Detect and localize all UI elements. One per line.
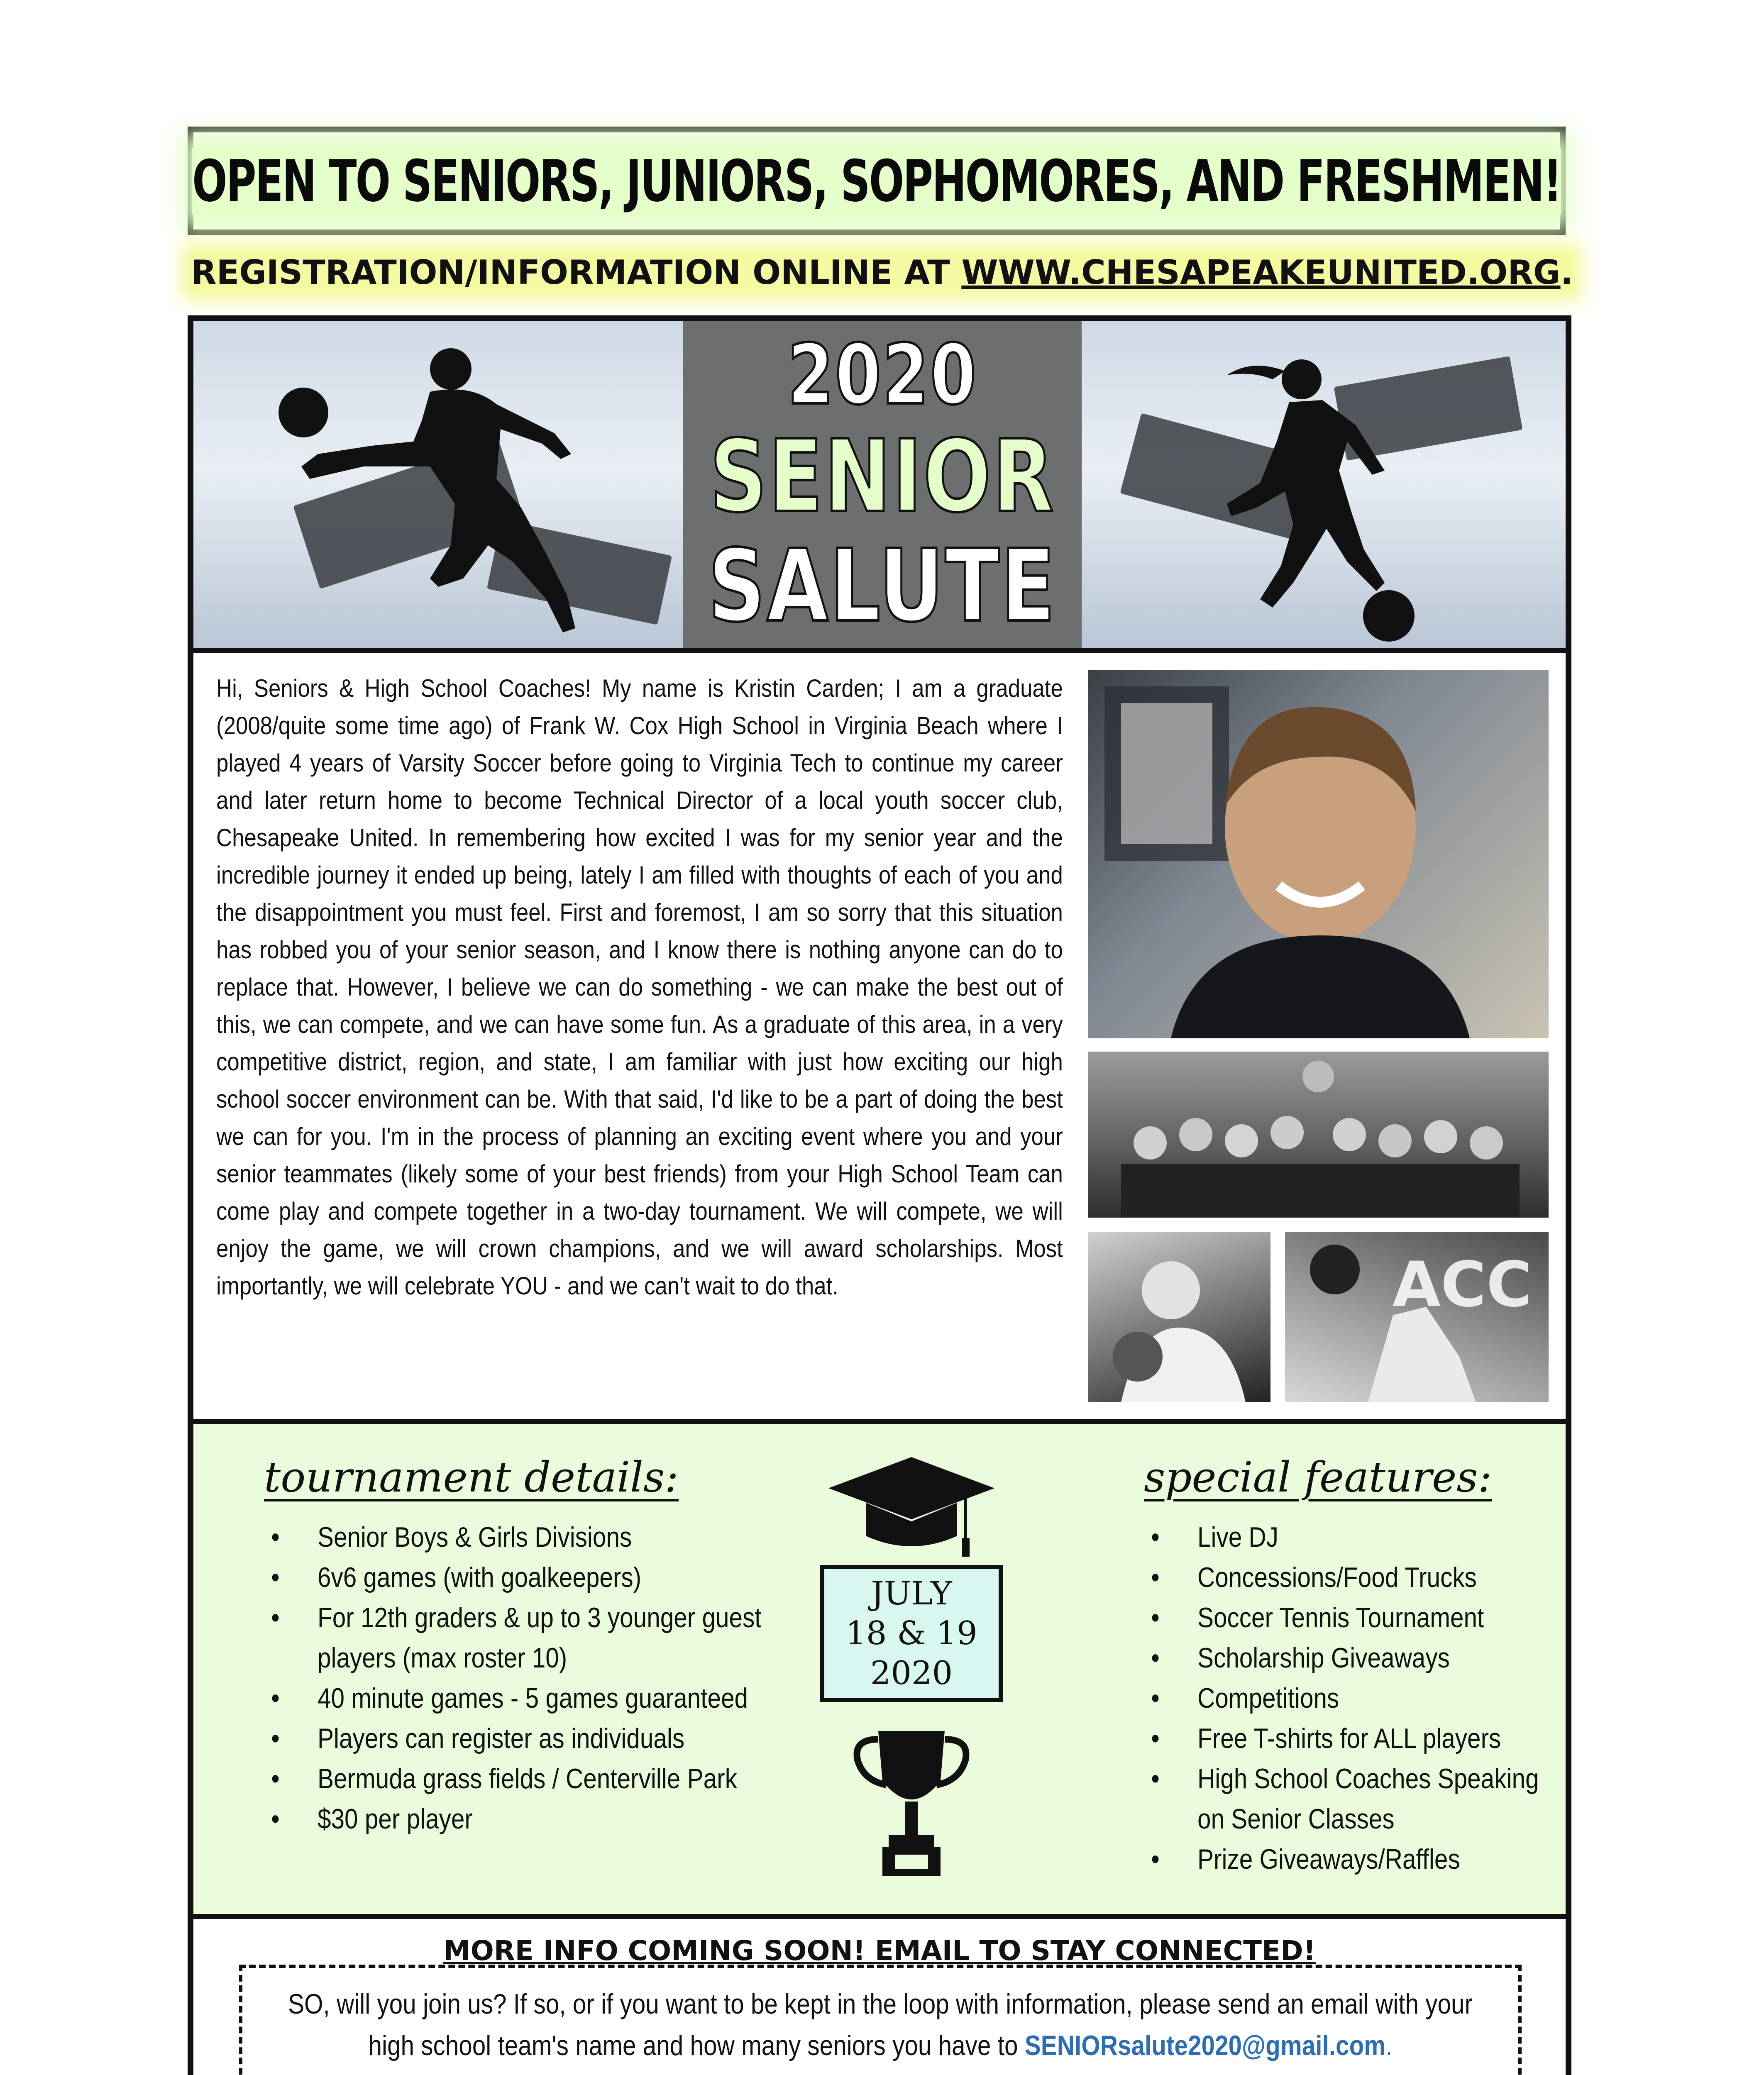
soccer-player-dribble-silhouette (1190, 334, 1480, 649)
list-item: • Senior Boys & Girls Divisions (264, 1517, 782, 1557)
list-item: • For 12th graders & up to 3 younger guest players (max roster 10) (264, 1598, 782, 1678)
hero-salute: SALUTE (708, 528, 1057, 644)
hero-year: 2020 (787, 327, 978, 423)
more-info-heading: MORE INFO COMING SOON! EMAIL TO STAY CONNECTED! (443, 1935, 1316, 1967)
team-photo (1088, 1052, 1549, 1218)
list-item: • 6v6 games (with goalkeepers) (264, 1557, 782, 1598)
registration-suffix: . (1560, 253, 1573, 292)
list-item: • Bermuda grass fields / Centerville Park (264, 1759, 782, 1799)
list-item: • Scholarship Giveaways (1144, 1638, 1554, 1678)
details-section (193, 1419, 1566, 1919)
list-item: • $30 per player (264, 1799, 782, 1839)
portrait-figure (1088, 670, 1549, 1038)
registration-prefix: REGISTRATION/INFORMATION ONLINE AT (191, 253, 962, 292)
tournament-details-list (264, 1517, 782, 1839)
hero-title-panel (683, 321, 1082, 648)
list-item: • Concessions/Food Trucks (1144, 1557, 1554, 1598)
special-features-heading: special features: (1144, 1453, 1492, 1501)
open-to-banner (188, 127, 1566, 235)
date-box (820, 1565, 1003, 1702)
goalkeeper-photo (1088, 1232, 1270, 1402)
list-item: • Live DJ (1144, 1517, 1554, 1557)
tournament-details-heading: tournament details: (264, 1453, 679, 1501)
list-item: • 40 minute games - 5 games guaranteed (264, 1678, 782, 1719)
special-features-list (1144, 1517, 1554, 1880)
open-to-text: OPEN TO SENIORS, JUNIORS, SOPHOMORES, AND FRESHMEN! (192, 147, 1561, 215)
soccer-ball-icon (279, 388, 328, 437)
intro-paragraph: Hi, Seniors & High School Coaches! My name is Kristin Carden; I am a graduate (2008/quite some time ago) of Frank W. Cox High School in Virginia Beach where I played 4 years of Varsity Soccer before going to Virginia Tech to continue my career and later return home to become Technical Director of a local youth soccer club, Chesapeake United. In remembering how excited I was for my senior year and the incredible journey it ended up being, lately I am filled with thoughts of each of you and the disappointment you must feel. First and foremost, I am so sorry that this situation has robbed you of your senior season, and I know there is nothing anyone can do to replace that. However, I believe we can do something - we can make the best out of this, we can compete, and we can have some fun. As a graduate of this area, in a very competitive district, region, and state, I am familiar with just how exciting our high school soccer environment can be. With that said, I'd like to be a part of doing the best we can for you. I'm in the process of planning an exciting event where you and your senior teammates (likely some of your best friends) from your High School Team can come play and compete together in a two-day tournament. We will compete, we will enjoy the game, we will crown champions, and we will award scholarships. Most importantly, we will celebrate YOU - and we can't wait to do that. (216, 674, 1063, 1300)
graduation-cap-icon (820, 1453, 1003, 1561)
acc-action-photo (1285, 1232, 1549, 1402)
team-group (1088, 1052, 1549, 1218)
list-item: • Players can register as individuals (264, 1719, 782, 1759)
list-item: • Competitions (1144, 1678, 1554, 1719)
list-item: • High School Coaches Speaking on Senior Classes (1144, 1759, 1554, 1839)
trophy-icon (849, 1723, 974, 1880)
date-month: JULY (871, 1575, 952, 1612)
contact-text-wrapper (274, 1983, 1487, 2066)
acc-text: ACC (1392, 1249, 1532, 1321)
list-item: • Free T-shirts for ALL players (1144, 1719, 1554, 1759)
date-year: 2020 (870, 1655, 953, 1692)
hero-senior: SENIOR (710, 418, 1055, 535)
main-frame (188, 315, 1571, 2075)
hero-banner (193, 321, 1566, 653)
goalkeeper-figure (1088, 1232, 1270, 1402)
registration-line (0, 253, 1764, 292)
contact-period: . (1385, 2030, 1393, 2061)
soccer-player-kick-silhouette (256, 330, 671, 645)
contact-email-link[interactable]: SENIORsalute2020@gmail.com (1024, 2030, 1386, 2061)
registration-highlight (191, 253, 1573, 292)
list-item: • Prize Giveaways/Raffles (1144, 1839, 1554, 1880)
date-days: 18 & 19 (845, 1615, 977, 1652)
soccer-ball-icon (1363, 590, 1415, 642)
list-item: • Soccer Tennis Tournament (1144, 1598, 1554, 1638)
contact-text: SO, will you join us? If so, or if you want to be kept in the loop with information, please send an email with your high school team's name and how many seniors you have to (288, 1988, 1473, 2061)
registration-link[interactable]: WWW.CHESAPEAKEUNITED.ORG (961, 253, 1561, 292)
portrait-photo (1088, 670, 1549, 1038)
contact-box (239, 1965, 1522, 2075)
